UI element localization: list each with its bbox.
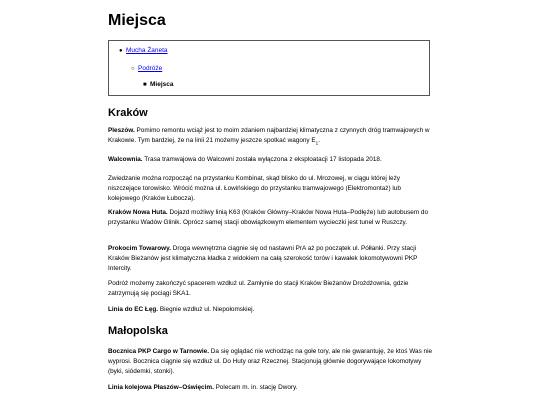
paragraph-nowa-huta [108, 208, 433, 228]
paragraph-text: Biegnie wzdłuż ul. Niepołomskiej. [158, 306, 255, 313]
section-heading-krakow: Kraków [108, 107, 148, 119]
paragraph-bocznica [108, 347, 433, 377]
paragraph-ec-leg [108, 305, 433, 315]
breadcrumb-item-2 [131, 65, 163, 73]
breadcrumb-current: Miejsca [150, 81, 174, 88]
paragraph-podroz [108, 279, 433, 299]
paragraph-linia-plaszow [108, 383, 433, 393]
paragraph-lead: Linia kolejowa Płaszów–Oświęcim. [108, 384, 214, 391]
paragraph-text: Da się oglądać nie wchodząc na gołe tory, ale nie gwarantuję, że ktoś Was nie wyprosi. Bocznica ciągnie się wzdłuż ul. Do Huty oraz Rzecznej. Stacjonują głównie dogorywające lokomotywy (byki, siódemki, stonki). [108, 348, 433, 375]
paragraph-lead: Kraków Nowa Huta. [108, 209, 168, 216]
paragraph-walcownia [108, 155, 433, 165]
breadcrumb [108, 40, 430, 96]
paragraph-text: Trasa tramwajowa do Walcowni została wyłączona z eksploatacji 17 listopada 2018. [142, 156, 382, 163]
breadcrumb-link-mucha-zaneta[interactable]: Mucha Żaneta [126, 47, 168, 54]
page-title: Miejsca [108, 12, 166, 29]
paragraph-text: Dojazd możliwy linią K63 (Kraków Główny–Kraków Nowa Huta–Podłęże) lub autobusem do przystanku Wadów Glinik. Oprócz samej stacji obowiązkowym elementem wycieczki jest tunel w Ruszczy. [108, 209, 429, 226]
paragraph-lead: Linia do EC Łęg. [108, 306, 159, 313]
paragraph-prokocim [108, 244, 433, 274]
paragraph-text: Pomimo remontu wciąż jest to moim zdaniem najbardziej klimatyczna z czynnych dróg tramwajowych w Krakowie. Tym bardziej, że na linii 21 możemy jeszcze spotkać wagony E [108, 127, 430, 144]
paragraph-pleszow [108, 126, 433, 146]
paragraph-lead: Prokocim Towarowy. [108, 245, 171, 252]
paragraph-tail: . [318, 137, 320, 144]
bullet-disc-icon: ● [119, 48, 123, 54]
bullet-circle-icon: ○ [131, 66, 135, 72]
paragraph-subscript: 1 [315, 140, 319, 146]
paragraph-zwiedzanie [108, 174, 433, 204]
paragraph-lead: Bocznica PKP Cargo w Tarnowie. [108, 348, 209, 355]
section-heading-malopolska: Małopolska [108, 325, 168, 337]
breadcrumb-link-podroze[interactable]: Podróże [138, 65, 163, 72]
paragraph-text: Podróż możemy zakończyć spacerem wzdłuż ul. Zamłynie do stacji Kraków Bieżanów Drożdżownia, gdzie zatrzymują się pociągi SKA1. [108, 280, 409, 297]
paragraph-text: Polecam m. in. stację Dwory. [213, 384, 298, 391]
breadcrumb-item-1 [119, 47, 168, 55]
paragraph-text: Droga wewnętrzna ciągnie się od nastawni PrA aż po początek ul. Półłanki. Przy stacji Kraków Bieżanów jest klimatyczna kładka z widokiem na całą szerokość torów i kawałek lokomotywowni PKP Intercity. [108, 245, 418, 272]
breadcrumb-item-3 [143, 81, 174, 89]
paragraph-lead: Pleszów. [108, 127, 135, 134]
paragraph-lead: Walcownia. [108, 156, 143, 163]
paragraph-text: Zwiedzanie można rozpocząć na przystanku Kombinat, skąd blisko do ul. Mrozowej, w ciągu której leży niszczejące torowisko. Wrócić można ul. Łowińskiego do przystanku tramwajowego (Elektromontaż) lub kolejowego (Kraków Łubocza). [108, 175, 401, 202]
bullet-square-icon: ■ [143, 82, 147, 88]
